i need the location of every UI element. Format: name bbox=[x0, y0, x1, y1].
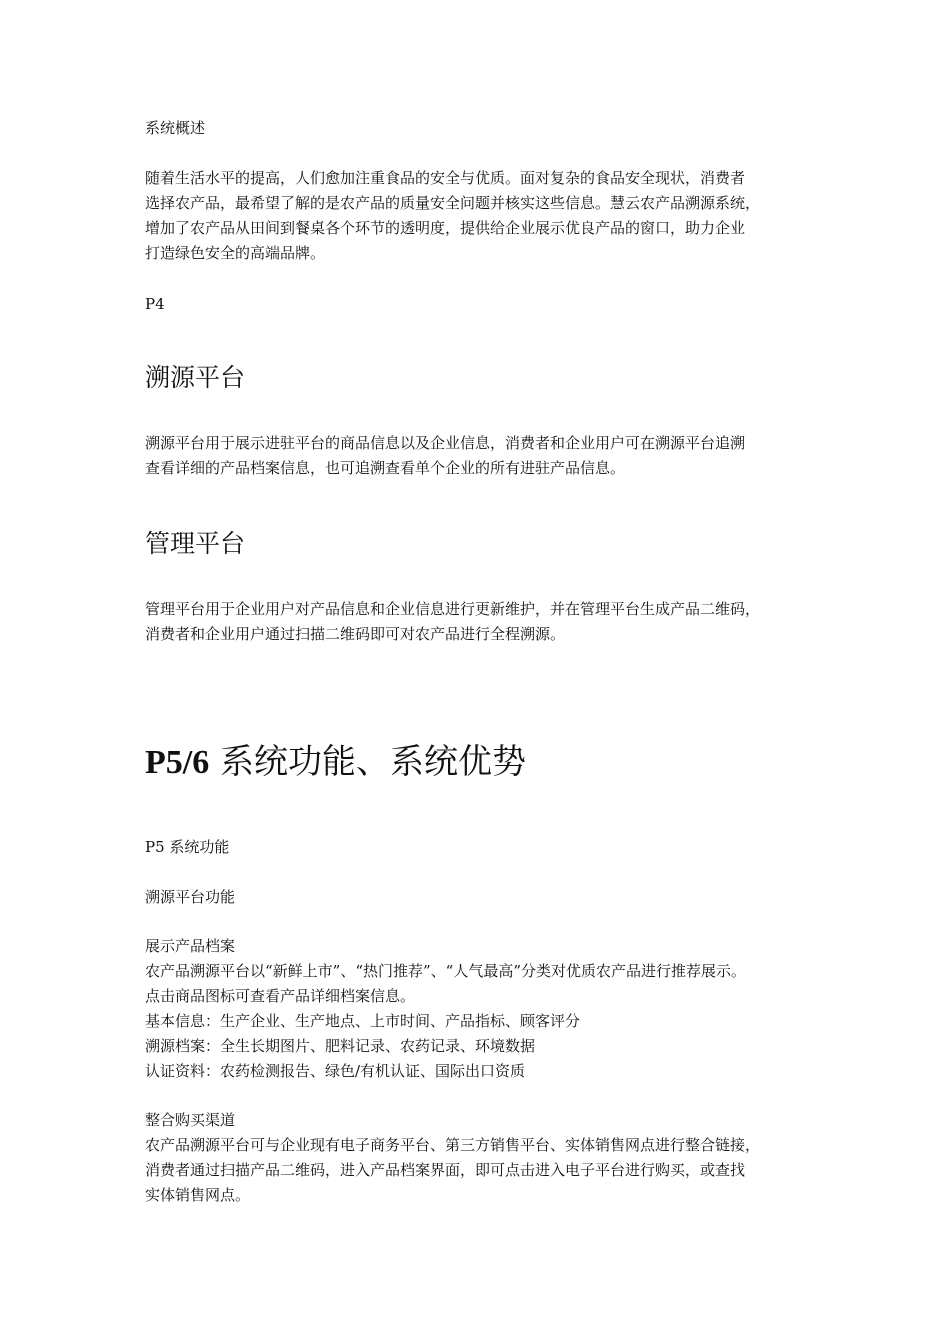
section-p56-prefix: P5/6 bbox=[145, 744, 210, 781]
trace-platform-title: 溯源平台 bbox=[145, 363, 246, 392]
purchase-line: 农产品溯源平台可与企业现有电子商务平台、第三方销售平台、实体销售网点进行整合链接， bbox=[145, 1136, 761, 1154]
show-archive-block bbox=[145, 934, 815, 1084]
overview-heading: 系统概述 bbox=[145, 119, 206, 137]
section-p56-title: 系统功能、系统优势 bbox=[209, 742, 527, 782]
p5-label: P5 系统功能 bbox=[145, 838, 230, 856]
manage-platform-paragraph bbox=[145, 597, 815, 647]
show-archive-line: 农产品溯源平台以“新鲜上市”、“热门推荐”、“人气最高”分类对优质农产品进行推荐展示。 bbox=[145, 962, 747, 980]
trace-functions-heading: 溯源平台功能 bbox=[145, 888, 236, 906]
show-archive-line: 溯源档案：全生长期图片、肥料记录、农药记录、环境数据 bbox=[145, 1037, 536, 1055]
manage-platform-line: 消费者和企业用户通过扫描二维码即可对农产品进行全程溯源。 bbox=[145, 625, 566, 643]
manage-platform-title: 管理平台 bbox=[145, 529, 246, 558]
purchase-block bbox=[145, 1108, 815, 1208]
overview-line: 打造绿色安全的高端品牌。 bbox=[145, 244, 326, 262]
show-archive-line: 点击商品图标可查看产品详细档案信息。 bbox=[145, 987, 416, 1005]
trace-platform-paragraph bbox=[145, 431, 815, 481]
overview-line: 随着生活水平的提高，人们愈加注重食品的安全与优质。面对复杂的食品安全现状，消费者 bbox=[145, 169, 746, 187]
overview-paragraph bbox=[145, 166, 815, 266]
overview-line: 选择农产品，最希望了解的是农产品的质量安全问题并核实这些信息。慧云农产品溯源系统， bbox=[145, 194, 761, 212]
manage-platform-line: 管理平台用于企业用户对产品信息和企业信息进行更新维护，并在管理平台生成产品二维码， bbox=[145, 600, 761, 618]
purchase-heading: 整合购买渠道 bbox=[145, 1111, 236, 1129]
purchase-line: 实体销售网点。 bbox=[145, 1186, 251, 1204]
show-archive-line: 认证资料：农药检测报告、绿色/有机认证、国际出口资质 bbox=[145, 1062, 526, 1080]
show-archive-line: 基本信息：生产企业、生产地点、上市时间、产品指标、顾客评分 bbox=[145, 1012, 581, 1030]
page-label-p4: P4 bbox=[145, 295, 165, 313]
overview-line: 增加了农产品从田间到餐桌各个环节的透明度，提供给企业展示优良产品的窗口，助力企业 bbox=[145, 219, 746, 237]
trace-platform-line: 查看详细的产品档案信息，也可追溯查看单个企业的所有进驻产品信息。 bbox=[145, 459, 626, 477]
section-p56-heading bbox=[145, 740, 815, 785]
trace-platform-line: 溯源平台用于展示进驻平台的商品信息以及企业信息，消费者和企业用户可在溯源平台追溯 bbox=[145, 434, 746, 452]
purchase-line: 消费者通过扫描产品二维码，进入产品档案界面，即可点击进入电子平台进行购买，或查找 bbox=[145, 1161, 746, 1179]
show-archive-heading: 展示产品档案 bbox=[145, 937, 236, 955]
